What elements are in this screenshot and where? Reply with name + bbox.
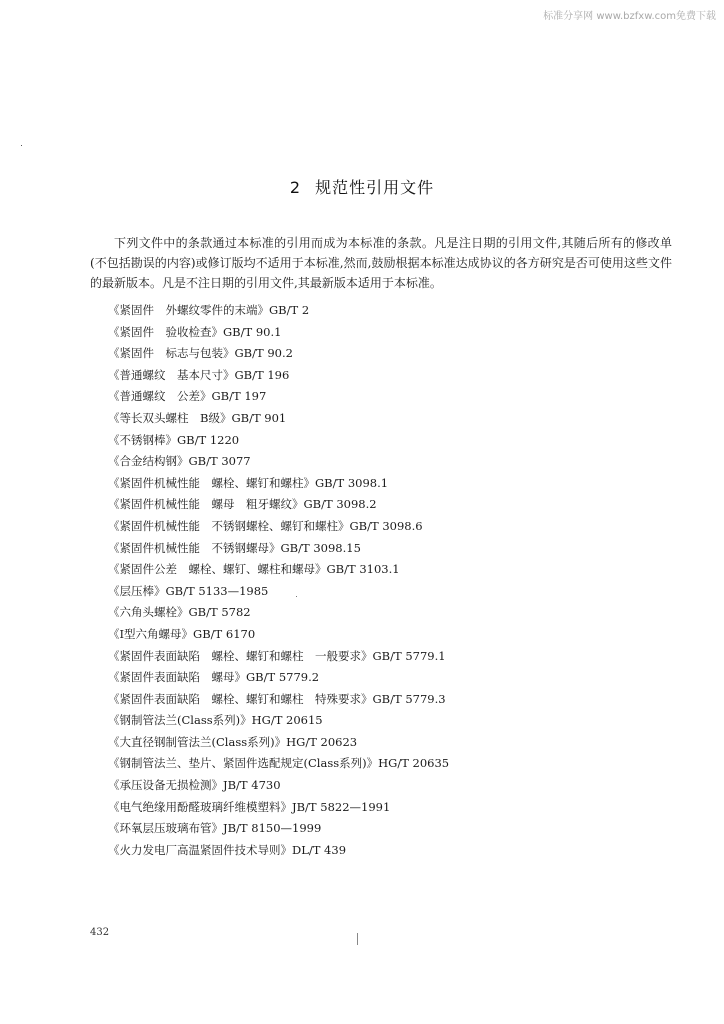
reference-item: 《层压棒》GB/T 5133—1985 (108, 583, 269, 598)
reference-item: 《紧固件表面缺陷 螺栓、螺钉和螺柱 一般要求》GB/T 5779.1 (108, 648, 446, 663)
watermark-text: 标准分享网 www.bzfxw.com免费下载 (543, 11, 716, 22)
reference-item: 《紧固件 标志与包装》GB/T 90.2 (108, 346, 293, 361)
reference-item: 《紧固件机械性能 不锈钢螺母》GB/T 3098.15 (108, 540, 361, 555)
reference-item: 《普通螺纹 公差》GB/T 197 (108, 389, 267, 404)
reference-item: 《紧固件表面缺陷 螺栓、螺钉和螺柱 特殊要求》GB/T 5779.3 (108, 691, 446, 706)
intro-paragraph: 下列文件中的条款通过本标准的引用而成为本标准的条款。凡是注日期的引用文件,其随后所有的修改单(不包括勘误的内容)或修订版均不适用于本标准,然而,鼓励根据本标准达成协议的各方研究是否可使用这些文件的最新版本。凡是不注日期的引用文件,其最新版本适用于本标准。 (90, 236, 672, 290)
reference-item: 《六角头螺栓》GB/T 5782 (108, 605, 251, 620)
reference-item: 《合金结构钢》GB/T 3077 (108, 454, 251, 469)
section-title: 规范性引用文件 (315, 178, 435, 197)
reference-list (108, 300, 449, 861)
reference-item: 《紧固件机械性能 螺栓、螺钉和螺柱》GB/T 3098.1 (108, 475, 389, 490)
reference-item: 《大直径钢制管法兰(Class系列)》HG/T 20623 (108, 734, 358, 749)
section-number: 2 (289, 178, 302, 197)
reference-item: 《火力发电厂高温紧固件技术导则》DL/T 439 (108, 842, 347, 857)
reference-item: 《紧固件 验收检查》GB/T 90.1 (108, 324, 282, 339)
reference-item: 《钢制管法兰、垫片、紧固件选配规定(Class系列)》HG/T 20635 (108, 756, 450, 771)
reference-item: 《钢制管法兰(Class系列)》HG/T 20615 (108, 713, 323, 728)
reference-item: 《承压设备无损检测》JB/T 4730 (108, 778, 281, 793)
reference-item: 《紧固件机械性能 螺母 粗牙螺纹》GB/T 3098.2 (108, 497, 377, 512)
reference-item: 《电气绝缘用酚醛玻璃纤维模塑料》JB/T 5822—1991 (108, 799, 391, 814)
page-number: 432 (90, 927, 110, 938)
reference-item: 《等长双头螺柱 B级》GB/T 901 (108, 410, 287, 425)
reference-item: 《紧固件表面缺陷 螺母》GB/T 5779.2 (108, 670, 320, 685)
reference-item: 《紧固件公差 螺栓、螺钉、螺柱和螺母》GB/T 3103.1 (108, 562, 400, 577)
reference-item: 《不锈钢棒》GB/T 1220 (108, 432, 240, 447)
scan-speck (21, 145, 22, 146)
reference-item: 《I型六角螺母》GB/T 6170 (108, 626, 256, 641)
reference-item: 《普通螺纹 基本尺寸》GB/T 196 (108, 367, 290, 382)
reference-item: 《紧固件机械性能 不锈钢螺栓、螺钉和螺柱》GB/T 3098.6 (108, 518, 423, 533)
section-heading (0, 175, 724, 198)
reference-item: 《环氧层压玻璃布管》JB/T 8150—1999 (108, 821, 322, 836)
reference-item: 《紧固件 外螺纹零件的末端》GB/T 2 (108, 303, 310, 317)
scan-speck (357, 933, 358, 945)
